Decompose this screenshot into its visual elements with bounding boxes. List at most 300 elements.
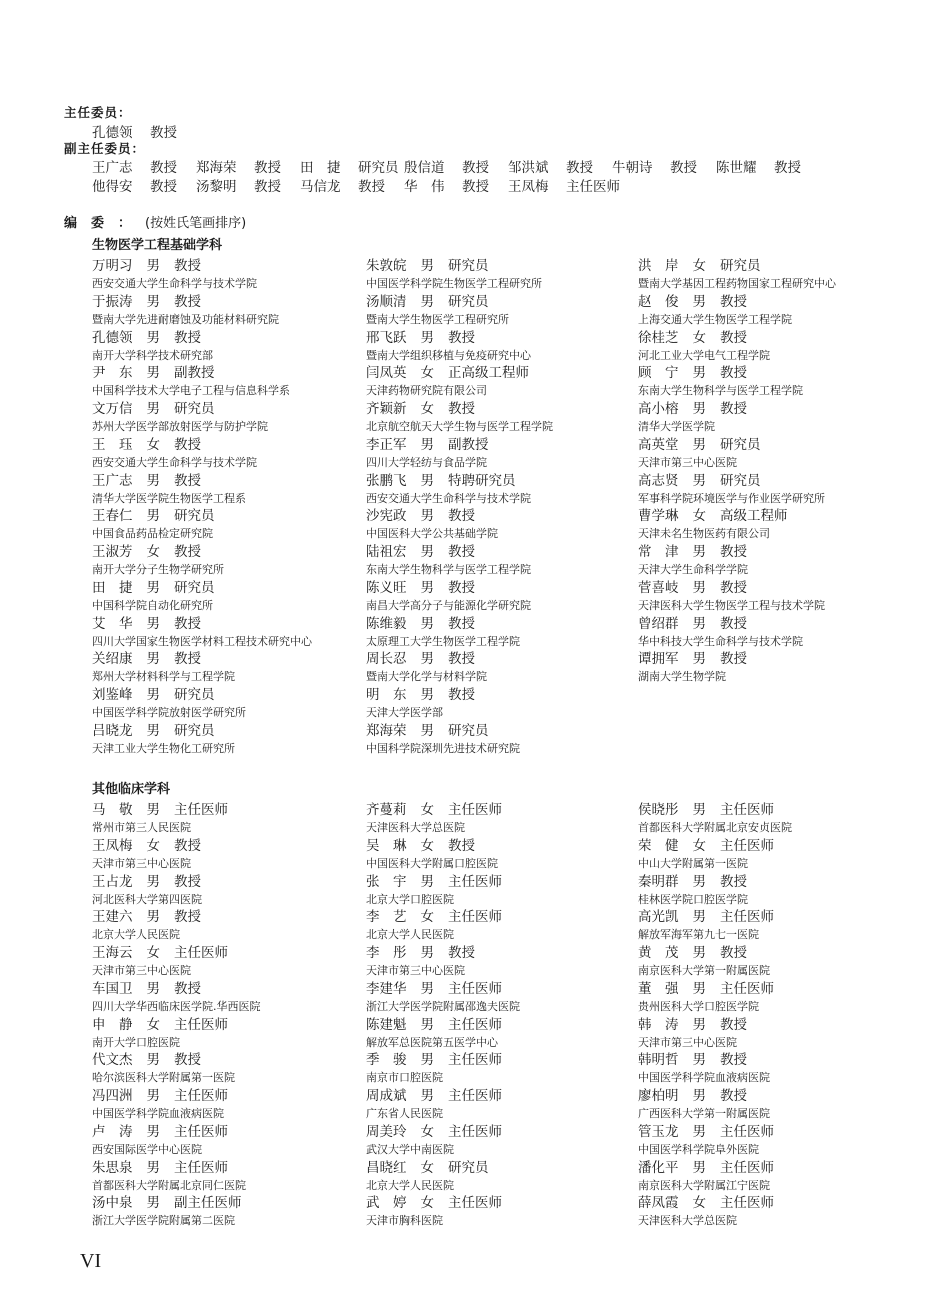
member-title: 教授 — [774, 160, 801, 176]
member-entry — [366, 579, 666, 615]
member-name-line — [366, 364, 666, 382]
member-institution: 苏州大学医学部放射医学与防护学院 — [92, 420, 268, 433]
member-entry — [92, 293, 392, 329]
member-title: 研究员 — [720, 436, 761, 453]
member-entry — [366, 873, 666, 909]
member-entry — [366, 980, 666, 1016]
member-title: 教授 — [150, 125, 177, 141]
member-gender: 男 — [420, 329, 434, 346]
member-title: 研究员 — [358, 160, 399, 176]
member-gender: 女 — [420, 1159, 434, 1176]
member-title: 教授 — [720, 1016, 747, 1033]
member-title: 教授 — [174, 837, 201, 854]
member-name: 菅喜岐 — [638, 579, 679, 596]
member-institution: 中国医科大学公共基础学院 — [366, 527, 498, 541]
member-name-line — [366, 507, 666, 525]
member-institution: 北京大学人民医院 — [366, 1178, 454, 1192]
member-name: 万明习 — [92, 258, 133, 274]
member-gender: 男 — [420, 1088, 434, 1104]
member-name-line — [366, 1194, 666, 1212]
member-gender: 女 — [146, 1016, 160, 1033]
member-institution: 南京医科大学第一附属医院 — [638, 964, 770, 977]
member-name: 汤中泉 — [92, 1195, 133, 1212]
member-title: 教授 — [720, 329, 747, 346]
member-gender: 男 — [692, 909, 706, 926]
member-entry — [92, 257, 392, 293]
member-entry — [366, 329, 666, 365]
member-name: 高小榕 — [638, 401, 679, 417]
member-gender: 男 — [146, 1195, 160, 1212]
member-name: 沙宪政 — [366, 508, 407, 525]
member-gender: 女 — [692, 837, 706, 854]
member-title: 教授 — [670, 160, 697, 176]
editorial-heading — [64, 212, 246, 231]
member-institution: 河北医科大学第四医院 — [92, 892, 202, 906]
member-name: 王春仁 — [92, 508, 133, 525]
member-name: 董 强 — [638, 980, 679, 997]
member-entry — [92, 908, 392, 944]
member-institution: 北京航空航天大学生物与医学工程学院 — [366, 420, 553, 433]
member-gender: 男 — [692, 1052, 706, 1069]
member-name: 常 津 — [638, 544, 679, 560]
member-name: 申 静 — [92, 1016, 133, 1033]
member-entry — [638, 1016, 938, 1052]
member-title: 主任医师 — [174, 1016, 228, 1033]
member-name: 周长忍 — [366, 651, 407, 668]
member-name-line — [366, 873, 666, 891]
member-title: 主任医师 — [448, 909, 502, 926]
member-name-line — [366, 908, 666, 926]
member-title: 教授 — [448, 579, 475, 596]
member-institution: 首都医科大学附属北京安贞医院 — [638, 821, 792, 834]
member-institution: 暨南大学化学与材料学院 — [366, 670, 487, 684]
member-name: 牛朝诗 — [612, 160, 653, 176]
member-name: 李 艺 — [366, 909, 407, 926]
member-gender: 女 — [692, 508, 706, 525]
member-institution: 天津医科大学总医院 — [638, 1214, 737, 1228]
member-title: 教授 — [174, 873, 201, 890]
member-institution: 清华大学医学院生物医学工程系 — [92, 491, 246, 505]
member-entry — [638, 543, 938, 579]
member-institution: 天津工业大学生物化工研究所 — [92, 741, 235, 755]
member-institution: 贵州医科大学口腔医学院 — [638, 999, 759, 1013]
member-institution: 太原理工大学生物医学工程学院 — [366, 634, 520, 648]
member-entry — [92, 1159, 392, 1195]
member-name-line — [366, 980, 666, 998]
member-name: 艾 华 — [92, 615, 133, 632]
member-name: 郑海荣 — [196, 160, 237, 176]
member-name: 汤黎明 — [196, 179, 237, 195]
member-gender: 男 — [420, 945, 434, 961]
member-name: 马 敬 — [92, 802, 133, 818]
section-biomed-column-3 — [638, 257, 938, 686]
member-name: 齐蔓莉 — [366, 802, 407, 818]
member-entry — [638, 615, 938, 651]
member-title: 教授 — [720, 615, 747, 632]
member-gender: 男 — [420, 651, 434, 668]
member-name-line — [366, 1123, 666, 1141]
member-entry — [366, 1087, 666, 1123]
member-title: 主任医师 — [174, 802, 228, 818]
member-name: 周美玲 — [366, 1123, 407, 1140]
member-gender: 男 — [692, 579, 706, 596]
member-entry — [92, 329, 392, 365]
member-institution: 广东省人民医院 — [366, 1107, 443, 1120]
member-entry — [92, 1194, 392, 1230]
member-name: 邹洪斌 — [508, 160, 549, 176]
member-gender: 男 — [420, 687, 434, 703]
member-institution: 湖南大学生物学院 — [638, 670, 726, 684]
member-title: 研究员 — [448, 1159, 489, 1176]
member-name: 王广志 — [92, 160, 133, 176]
member-title: 教授 — [448, 329, 475, 346]
member-institution: 天津未名生物医药有限公司 — [638, 527, 770, 541]
member-gender: 男 — [692, 365, 706, 382]
member-title: 教授 — [720, 1088, 747, 1104]
member-gender: 男 — [692, 1016, 706, 1033]
member-institution: 桂林医学院口腔医学院 — [638, 892, 748, 906]
section-clinical-column-3 — [638, 801, 938, 1230]
member-title: 教授 — [448, 945, 475, 961]
member-institution: 西安交通大学生命科学与技术学院 — [92, 277, 257, 290]
member-title: 教授 — [448, 508, 475, 525]
member-name-line — [92, 1123, 392, 1141]
section-biomed-column-2 — [366, 257, 666, 758]
member-institution: 天津市第三中心医院 — [366, 964, 465, 977]
member-institution: 中国医学科学院生物医学工程研究所 — [366, 277, 542, 290]
member-entry — [638, 1123, 938, 1159]
member-name: 王建六 — [92, 909, 133, 926]
member-title: 研究员 — [174, 722, 215, 739]
member-name: 齐颖新 — [366, 401, 407, 417]
member-institution: 南开大学科学技术研究部 — [92, 348, 213, 362]
member-name-line — [638, 293, 938, 311]
member-gender: 男 — [692, 651, 706, 668]
member-title: 研究员 — [448, 258, 489, 274]
member-name-line — [638, 1051, 938, 1069]
member-institution: 四川大学国家生物医学材料工程技术研究中心 — [92, 634, 312, 648]
member-name-line — [638, 436, 938, 454]
section-title-clinical: 其他临床学科 — [92, 782, 171, 797]
member-entry — [92, 364, 392, 400]
member-institution: 南京医科大学附属江宁医院 — [638, 1178, 770, 1192]
member-gender: 男 — [420, 544, 434, 560]
member-gender: 男 — [146, 980, 160, 997]
member-name-line — [366, 615, 666, 633]
member-name: 韩明哲 — [638, 1052, 679, 1069]
member-name: 车国卫 — [92, 980, 133, 997]
member-entry — [638, 1087, 938, 1123]
member-institution: 天津市第三中心医院 — [92, 856, 191, 870]
member-gender: 男 — [146, 1052, 160, 1069]
member-name-line — [638, 873, 938, 891]
member-title: 正高级工程师 — [448, 365, 529, 382]
member-institution: 天津医科大学生物医学工程与技术学院 — [638, 598, 825, 612]
member-entry — [92, 944, 392, 980]
member-name: 孔德领 — [92, 125, 133, 141]
member-title: 主任医师 — [174, 945, 228, 961]
member-name-line — [366, 837, 666, 855]
member-name-line — [366, 436, 666, 454]
member-gender: 男 — [692, 615, 706, 632]
member-entry — [366, 257, 666, 293]
member-gender: 女 — [420, 837, 434, 854]
member-gender: 女 — [420, 802, 434, 818]
member-entry — [638, 364, 938, 400]
member-title: 教授 — [720, 1052, 747, 1069]
member-entry — [638, 650, 938, 686]
member-entry — [638, 472, 938, 508]
page-number: VI — [80, 1250, 102, 1272]
member-institution: 北京大学人民医院 — [366, 928, 454, 942]
member-name-line — [638, 364, 938, 382]
member-entry — [366, 543, 666, 579]
member-gender: 男 — [420, 472, 434, 489]
member-title: 教授 — [174, 651, 201, 668]
member-gender: 男 — [692, 1159, 706, 1176]
member-name-line — [92, 543, 392, 561]
member-gender: 男 — [692, 1088, 706, 1104]
member-name: 高英堂 — [638, 436, 679, 453]
member-gender: 女 — [420, 401, 434, 417]
member-title: 教授 — [174, 544, 201, 560]
member-name-line — [366, 1159, 666, 1177]
member-title: 教授 — [448, 651, 475, 668]
section-clinical-column-2 — [366, 801, 666, 1230]
member-entry — [366, 293, 666, 329]
member-name: 明 东 — [366, 687, 407, 703]
member-title: 教授 — [174, 909, 201, 926]
member-entry — [638, 944, 938, 980]
member-name-line — [638, 650, 938, 668]
member-entry — [92, 1087, 392, 1123]
member-name: 薛凤霞 — [638, 1195, 679, 1212]
member-name-line — [92, 1016, 392, 1034]
member-name: 于振涛 — [92, 293, 133, 310]
member-name-line — [366, 293, 666, 311]
member-gender: 男 — [146, 909, 160, 926]
member-gender: 男 — [692, 544, 706, 560]
member-name-line — [366, 400, 666, 418]
member-gender: 男 — [420, 722, 434, 739]
member-name-line — [92, 293, 392, 311]
member-entry — [92, 801, 392, 837]
member-name-line — [366, 801, 666, 819]
member-institution: 常州市第三人民医院 — [92, 821, 191, 834]
member-entry — [366, 507, 666, 543]
member-entry — [92, 837, 392, 873]
member-name-line — [638, 400, 938, 418]
member-title: 教授 — [720, 293, 747, 310]
member-title: 教授 — [174, 258, 201, 274]
member-gender: 女 — [420, 1123, 434, 1140]
member-gender: 男 — [146, 472, 160, 489]
member-title: 教授 — [358, 179, 385, 195]
member-institution: 武汉大学中南医院 — [366, 1142, 454, 1156]
member-title: 教授 — [174, 293, 201, 310]
member-entry — [366, 364, 666, 400]
member-gender: 男 — [146, 802, 160, 818]
member-title: 主任医师 — [174, 1123, 228, 1140]
member-title: 教授 — [448, 615, 475, 632]
member-name-line — [92, 801, 392, 819]
member-name: 赵 俊 — [638, 293, 679, 310]
member-title: 副教授 — [174, 365, 215, 382]
member-name-line — [92, 1051, 392, 1069]
member-title: 教授 — [174, 615, 201, 632]
member-entry — [638, 507, 938, 543]
member-name: 他得安 — [92, 179, 133, 195]
member-gender: 男 — [692, 980, 706, 997]
member-entry — [92, 436, 392, 472]
member-institution: 华中科技大学生命科学与技术学院 — [638, 634, 803, 648]
member-name-line — [92, 722, 392, 740]
member-title: 主任医师 — [448, 1052, 502, 1069]
member-title: 主任医师 — [448, 1088, 502, 1104]
member-name-line — [92, 908, 392, 926]
member-entry — [366, 801, 666, 837]
member-gender: 女 — [692, 1195, 706, 1212]
member-name: 黄 茂 — [638, 945, 679, 961]
member-name: 曹学琳 — [638, 508, 679, 525]
member-entry — [92, 722, 392, 758]
member-gender: 男 — [692, 873, 706, 890]
member-name-line — [638, 908, 938, 926]
member-name-line — [638, 1194, 938, 1212]
member-gender: 女 — [692, 258, 706, 274]
member-title: 主任医师 — [448, 802, 502, 818]
member-name: 王凤梅 — [508, 179, 549, 195]
member-name-line — [366, 650, 666, 668]
member-gender: 男 — [692, 802, 706, 818]
member-title: 特聘研究员 — [448, 472, 516, 489]
member-name-line — [92, 873, 392, 891]
member-entry — [92, 686, 392, 722]
member-gender: 男 — [146, 722, 160, 739]
member-name: 荣 健 — [638, 837, 679, 854]
member-name: 闫凤英 — [366, 365, 407, 382]
member-name: 李建华 — [366, 980, 407, 997]
member-name: 朱思泉 — [92, 1159, 133, 1176]
member-name: 马信龙 — [300, 179, 341, 195]
member-title: 教授 — [448, 687, 475, 703]
member-title: 教授 — [720, 873, 747, 890]
member-entry — [366, 650, 666, 686]
member-name-line — [638, 615, 938, 633]
vice-members-row-2 — [92, 175, 620, 195]
member-name: 王广志 — [92, 472, 133, 489]
member-name-line — [366, 686, 666, 704]
member-name: 朱敦皖 — [366, 258, 407, 274]
member-institution: 天津市第三中心医院 — [638, 1035, 737, 1049]
member-institution: 东南大学生物科学与医学工程学院 — [366, 563, 531, 576]
member-gender: 女 — [692, 329, 706, 346]
member-entry — [366, 944, 666, 980]
member-entry — [638, 908, 938, 944]
member-title: 教授 — [720, 579, 747, 596]
member-institution: 南开大学分子生物学研究所 — [92, 563, 224, 576]
member-institution: 南昌大学高分子与能源化学研究院 — [366, 598, 531, 612]
member-name-line — [638, 837, 938, 855]
member-name: 华 伟 — [404, 179, 445, 195]
member-name-line — [92, 615, 392, 633]
member-name-line — [92, 980, 392, 998]
member-name-line — [638, 980, 938, 998]
member-name-line — [366, 722, 666, 740]
member-gender: 男 — [146, 1159, 160, 1176]
member-entry — [366, 472, 666, 508]
member-name: 武 婷 — [366, 1195, 407, 1212]
member-title: 教授 — [448, 401, 475, 417]
member-title: 主任医师 — [448, 873, 502, 890]
member-gender: 男 — [146, 651, 160, 668]
member-entry — [92, 543, 392, 579]
member-name-line — [92, 507, 392, 525]
member-entry — [92, 507, 392, 543]
member-title: 教授 — [174, 1052, 201, 1069]
member-entry — [366, 615, 666, 651]
member-entry — [366, 1016, 666, 1052]
member-name-line — [638, 1087, 938, 1105]
member-entry — [92, 615, 392, 651]
member-name-line — [366, 543, 666, 561]
member-institution: 中国科学院深圳先进技术研究院 — [366, 741, 520, 755]
member-name: 韩 涛 — [638, 1016, 679, 1033]
member-title: 主任医师 — [174, 1159, 228, 1176]
member-entry — [92, 980, 392, 1016]
member-name: 管玉龙 — [638, 1123, 679, 1140]
member-gender: 男 — [146, 508, 160, 525]
member-name: 徐桂芝 — [638, 329, 679, 346]
member-gender: 男 — [692, 945, 706, 961]
member-institution: 解放军总医院第五医学中心 — [366, 1035, 498, 1049]
member-title: 主任医师 — [720, 1195, 774, 1212]
member-entry — [366, 436, 666, 472]
member-gender: 男 — [420, 1052, 434, 1069]
member-institution: 北京大学口腔医院 — [366, 892, 454, 906]
member-gender: 女 — [146, 436, 160, 453]
member-gender: 男 — [420, 980, 434, 997]
member-name: 吕晓龙 — [92, 722, 133, 739]
member-name-line — [638, 543, 938, 561]
member-entry — [638, 1194, 938, 1230]
member-institution: 中国医学科学院血液病医院 — [92, 1107, 224, 1120]
member-gender: 男 — [146, 258, 160, 274]
member-entry — [638, 293, 938, 329]
member-title: 研究员 — [174, 687, 215, 703]
member-title: 主任医师 — [448, 980, 502, 997]
member-name: 高光凯 — [638, 909, 679, 926]
member-entry — [366, 1159, 666, 1195]
member-name-line — [366, 1016, 666, 1034]
member-gender: 女 — [146, 544, 160, 560]
member-institution: 中国医学科学院血液病医院 — [638, 1071, 770, 1085]
member-name: 季 骏 — [366, 1052, 407, 1069]
member-name-line — [638, 507, 938, 525]
member-name: 田 捷 — [92, 579, 133, 596]
member-title: 主任医师 — [174, 1088, 228, 1104]
member-entry — [638, 1159, 938, 1195]
member-title: 研究员 — [174, 508, 215, 525]
member-title: 教授 — [720, 365, 747, 382]
member-institution: 暨南大学基因工程药物国家工程研究中心 — [638, 277, 836, 290]
member-institution: 南开大学口腔医院 — [92, 1035, 180, 1049]
member-entry — [366, 722, 666, 758]
member-institution: 暨南大学生物医学工程研究所 — [366, 312, 509, 326]
member-title: 主任医师 — [448, 1123, 502, 1140]
member-entry — [92, 1016, 392, 1052]
member-gender: 男 — [420, 873, 434, 890]
